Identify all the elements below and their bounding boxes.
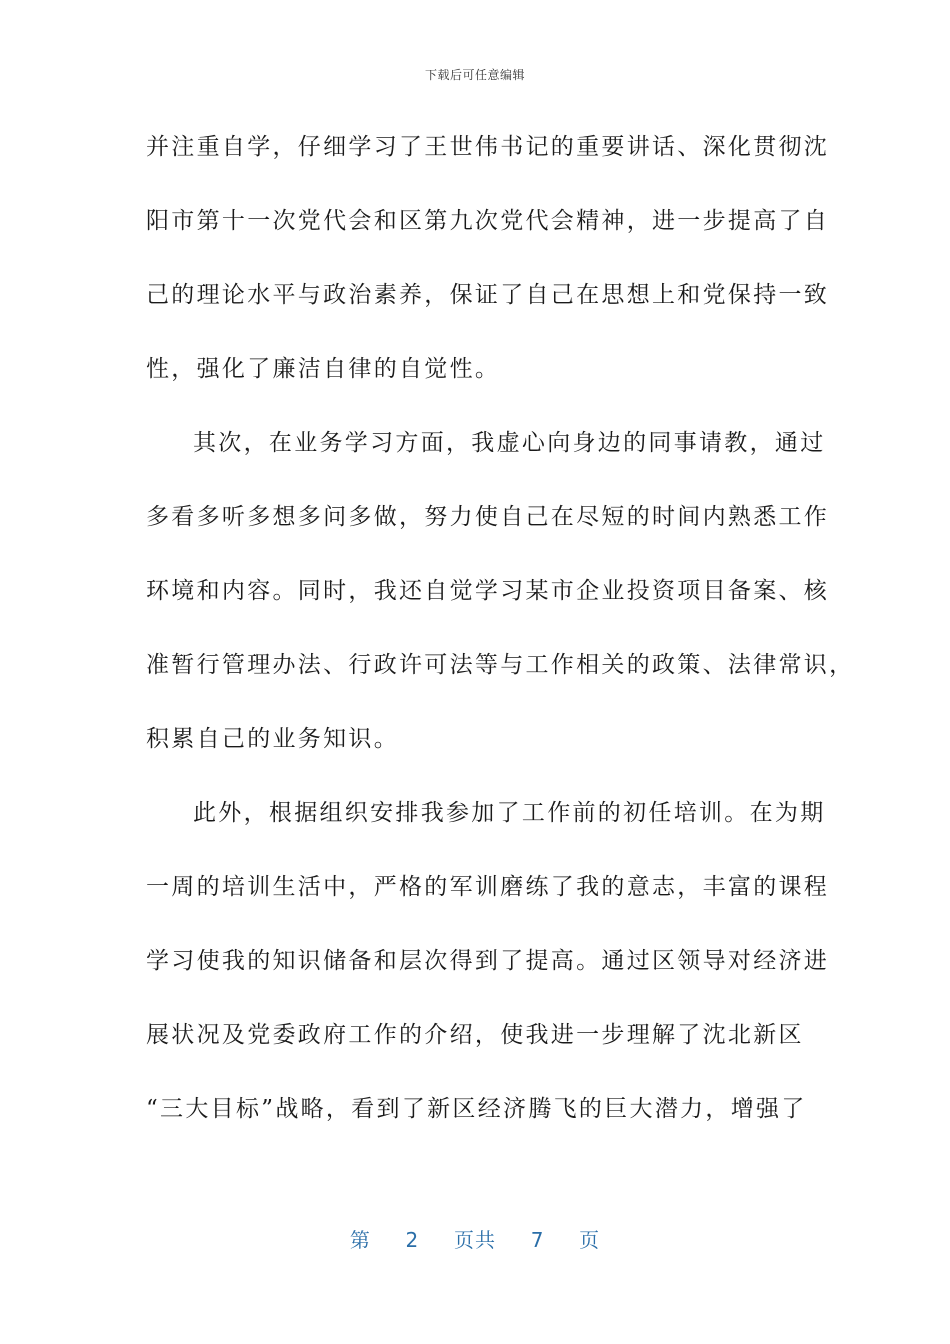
text-line: 环境和内容。同时，我还自觉学习某市企业投资项目备案、核 (146, 578, 830, 604)
text-line: 学习使我的知识储备和层次得到了提高。通过区领导对经济进 (146, 948, 830, 974)
text-line: 此外，根据组织安排我参加了工作前的初任培训。在为期 (193, 800, 826, 826)
text-line: 准暂行管理办法、行政许可法等与工作相关的政策、法律常识， (146, 652, 855, 678)
total-page-number: 7 (530, 1228, 545, 1252)
page-number-footer (0, 1224, 950, 1253)
text-line: 并注重自学，仔细学习了王世伟书记的重要讲话、深化贯彻沈 (146, 134, 830, 160)
current-page-number: 2 (405, 1228, 420, 1252)
footer-suffix: 页 (579, 1228, 601, 1252)
text-line: 一周的培训生活中，严格的军训磨练了我的意志，丰富的课程 (146, 874, 830, 900)
text-line: 展状况及党委政府工作的介绍，使我进一步理解了沈北新区 (146, 1022, 804, 1048)
footer-prefix: 第 (349, 1228, 371, 1252)
document-body (146, 127, 855, 1163)
page-header-note: 下载后可任意编辑 (424, 68, 525, 82)
text-line: 性，强化了廉洁自律的自觉性。 (146, 356, 501, 382)
text-line: 其次，在业务学习方面，我虚心向身边的同事请教，通过 (193, 430, 826, 456)
text-line: 阳市第十一次党代会和区第九次党代会精神，进一步提高了自 (146, 208, 830, 234)
text-line: 己的理论水平与政治素养，保证了自己在思想上和党保持一致 (146, 282, 830, 308)
text-line: “三大目标”战略，看到了新区经济腾飞的巨大潜力，增强了 (146, 1096, 807, 1122)
footer-middle: 页共 (454, 1228, 496, 1252)
text-line: 多看多听多想多问多做，努力使自己在尽短的时间内熟悉工作 (146, 504, 830, 530)
text-line: 积累自己的业务知识。 (146, 726, 399, 752)
